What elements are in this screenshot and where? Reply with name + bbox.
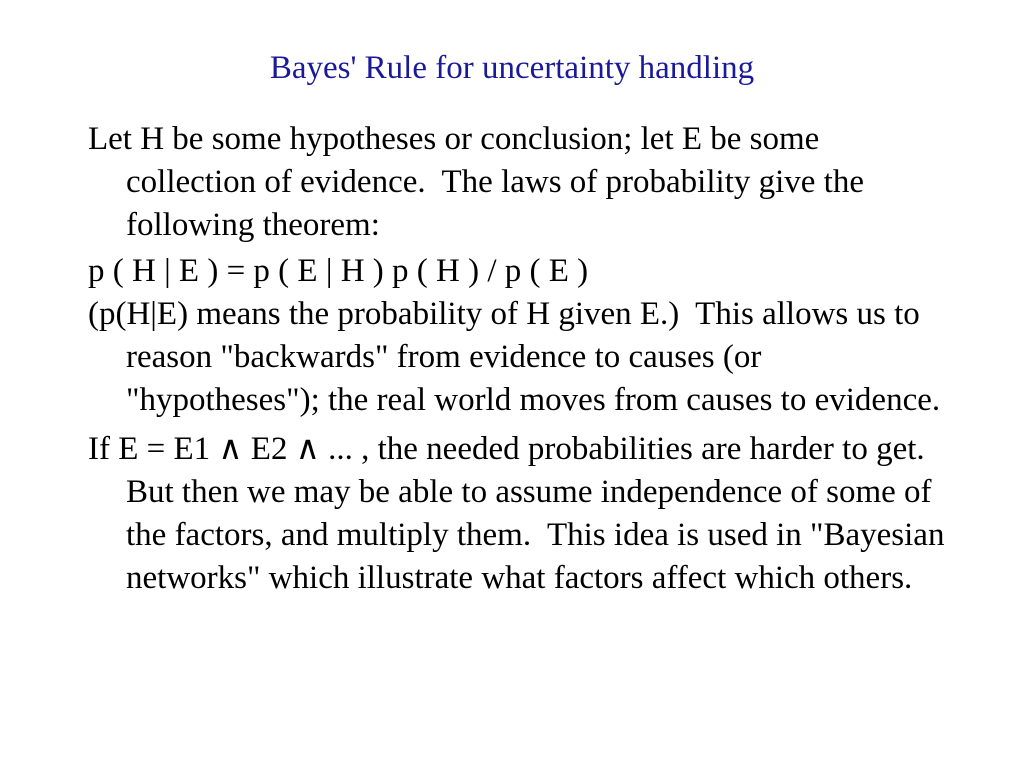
paragraph-definitions: Let H be some hypotheses or conclusion; let E be some collection of evidence. The laws of probability give the following theorem: — [88, 121, 873, 243]
bayes-equation: p ( H | E ) = p ( E | H ) p ( H ) / p ( E ) — [88, 253, 589, 289]
slide-title: Bayes' Rule for uncertainty handling — [269, 50, 755, 86]
paragraph-explanation: (p(H|E) means the probability of H given E.) This allows us to reason "backwards" from evidence to causes (or "hypotheses"); the real world moves from causes to evidence. — [88, 296, 941, 418]
paragraph-independence: If E = E1 ∧ E2 ∧ ... , the needed probabilities are harder to get. But then we may be able to assume independence of some of the factors, and multiply them. This idea is used in "Bayesian networks" which illustrate what factors affect which others. — [88, 431, 953, 596]
slide-body — [88, 118, 953, 603]
